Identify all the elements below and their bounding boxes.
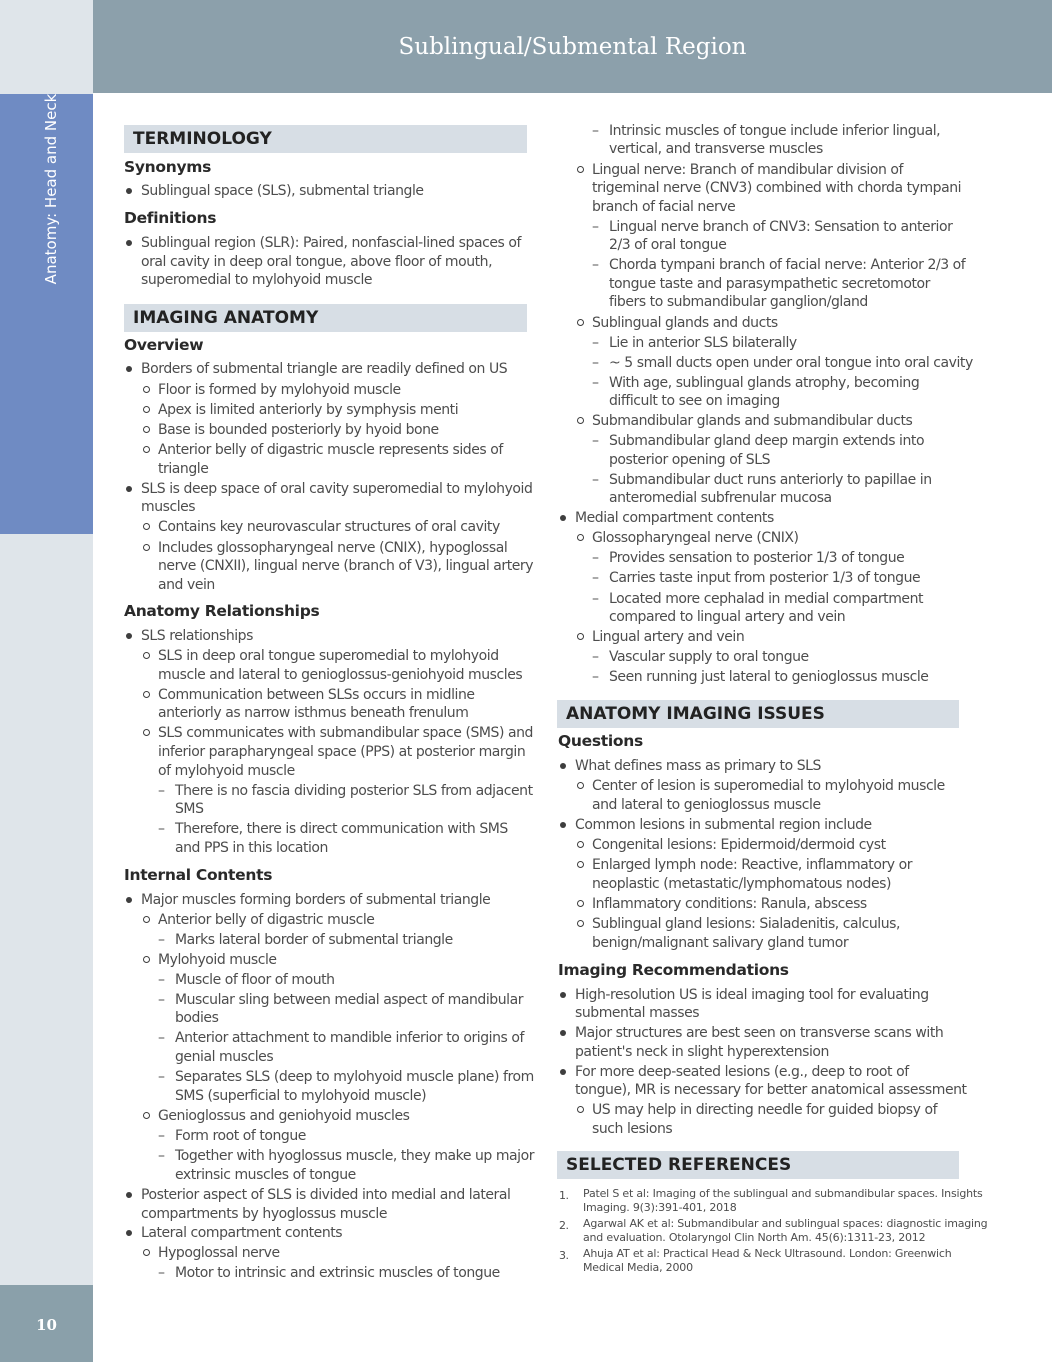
list-item: – Located more cephalad in medial compartment — [609, 590, 923, 609]
list-item-cont: such lesions — [592, 1121, 673, 1137]
subheading-synonyms: Synonyms — [124, 158, 212, 176]
list-item: SLS relationships — [141, 628, 253, 644]
list-item-cont: patient's neck in slight hyperextension — [575, 1044, 829, 1060]
reference-number: 3. — [559, 1249, 569, 1262]
list-item: – There is no fascia dividing posterior SLS from adjacent — [175, 782, 533, 801]
list-item: US may help in directing needle for guided biopsy of — [592, 1102, 938, 1118]
list-item: – Muscular sling between medial aspect of mandibular — [175, 991, 523, 1010]
list-item: Major muscles forming borders of submental triangle — [141, 892, 491, 908]
list-item: Lateral compartment contents — [141, 1225, 343, 1241]
list-item: SLS in deep oral tongue superomedial to mylohyoid — [158, 648, 499, 664]
list-item: Sublingual glands and ducts — [592, 315, 778, 331]
list-item: – Form root of tongue — [175, 1127, 306, 1146]
reference-text: Patel S et al: Imaging of the sublingual and submandibular spaces. Insights — [583, 1187, 983, 1200]
list-item: – ~ 5 small ducts open under oral tongue into oral cavity — [609, 354, 973, 373]
list-item: – With age, sublingual glands atrophy, becoming — [609, 374, 919, 393]
list-item: Submandibular glands and submandibular ducts — [592, 413, 913, 429]
subheading-internal-contents: Internal Contents — [124, 866, 273, 884]
list-item-cont: oral cavity in deep oral tongue, above floor of mouth, — [141, 254, 493, 270]
page-header — [93, 0, 1052, 93]
list-item-cont: difficult to see on imaging — [609, 393, 780, 409]
list-item-cont: of mylohyoid muscle — [158, 763, 295, 779]
list-item: Sublingual space (SLS), submental triangle — [141, 183, 424, 199]
list-item: Congenital lesions: Epidermoid/dermoid cyst — [592, 837, 886, 853]
list-item-cont: branch of facial nerve — [592, 199, 736, 215]
list-item-cont: neoplastic (metastatic/lymphomatous nodes) — [592, 876, 891, 892]
list-item-cont: tongue taste and parasympathetic secretomotor — [609, 276, 930, 292]
list-item-cont: submental masses — [575, 1005, 700, 1021]
list-item-cont: nerve (CNXII), lingual nerve (branch of V3), lingual artery — [158, 558, 534, 574]
list-item: – Seen running just lateral to genioglossus muscle — [609, 668, 928, 687]
list-item: – Marks lateral border of submental triangle — [175, 931, 453, 950]
reference-number: 2. — [559, 1219, 569, 1232]
list-item-cont: and PPS in this location — [175, 840, 328, 856]
list-item-cont: muscle and lateral to genioglossus-geniohyoid muscles — [158, 667, 523, 683]
subheading-definitions: Definitions — [124, 209, 217, 227]
list-item-cont: posterior opening of SLS — [609, 452, 771, 468]
section-heading-selected-references: SELECTED REFERENCES — [557, 1151, 959, 1179]
list-item: High-resolution US is ideal imaging tool for evaluating — [575, 987, 929, 1003]
subheading-anatomy-relationships: Anatomy Relationships — [124, 602, 320, 620]
list-item: – Lie in anterior SLS bilaterally — [609, 334, 797, 353]
section-title: Anatomy: Head and Neck — [42, 93, 60, 285]
list-item: Sublingual region (SLR): Paired, nonfascial-lined spaces of — [141, 235, 521, 251]
list-item-cont: SMS (superficial to mylohyoid muscle) — [175, 1088, 427, 1104]
list-item: – Therefore, there is direct communication with SMS — [175, 820, 508, 839]
list-item: – Submandibular duct runs anteriorly to papillae in — [609, 471, 932, 490]
list-item-cont: anteromedial subfrenular mucosa — [609, 490, 832, 506]
list-item: Anterior belly of digastric muscle represents sides of — [158, 442, 503, 458]
section-heading-imaging-anatomy: IMAGING ANATOMY — [124, 304, 527, 332]
list-item-cont: inferior parapharyngeal space (PPS) at posterior margin — [158, 744, 526, 760]
list-item-cont: fibers to submandibular ganglion/gland — [609, 294, 868, 310]
list-item: – Provides sensation to posterior 1/3 of tongue — [609, 549, 904, 568]
list-item: Includes glossopharyngeal nerve (CNIX), hypoglossal — [158, 540, 508, 556]
list-item: For more deep-seated lesions (e.g., deep to root of — [575, 1064, 909, 1080]
list-item: – Vascular supply to oral tongue — [609, 648, 809, 667]
list-item: – Chorda tympani branch of facial nerve: Anterior 2/3 of — [609, 256, 965, 275]
list-item: Base is bounded posteriorly by hyoid bone — [158, 422, 439, 438]
page-number: 10 — [36, 1316, 57, 1334]
reference-text: and evaluation. Otolaryngol Clin North Am. 45(6):1311-23, 2012 — [583, 1231, 926, 1244]
subheading-imaging-recommendations: Imaging Recommendations — [558, 961, 789, 979]
list-item-cont: superomedial to mylohyoid muscle — [141, 272, 373, 288]
list-item: Enlarged lymph node: Reactive, inflammatory or — [592, 857, 913, 873]
section-heading-terminology: TERMINOLOGY — [124, 125, 527, 153]
list-item: Inflammatory conditions: Ranula, abscess — [592, 896, 867, 912]
list-item: Contains key neurovascular structures of oral cavity — [158, 519, 500, 535]
list-item-cont: and vein — [158, 577, 215, 593]
list-item-cont: compartments by hyoglossus muscle — [141, 1206, 388, 1222]
list-item: – Carries taste input from posterior 1/3 of tongue — [609, 569, 920, 588]
list-item: Medial compartment contents — [575, 510, 774, 526]
list-item: Mylohyoid muscle — [158, 952, 277, 968]
page-title: Sublingual/Submental Region — [398, 34, 747, 60]
list-item-cont: triangle — [158, 461, 209, 477]
reference-text: Agarwal AK et al: Submandibular and sublingual spaces: diagnostic imaging — [583, 1217, 988, 1230]
list-item: – Lingual nerve branch of CNV3: Sensation to anterior — [609, 218, 952, 237]
list-item-cont: genial muscles — [175, 1049, 274, 1065]
list-item: – Anterior attachment to mandible inferior to origins of — [175, 1029, 524, 1048]
list-item-cont: vertical, and transverse muscles — [609, 141, 823, 157]
reference-text: Medical Media, 2000 — [583, 1261, 693, 1274]
list-item-cont: SMS — [175, 801, 204, 817]
list-item: Common lesions in submental region include — [575, 817, 872, 833]
list-item-cont: and lateral to genioglossus muscle — [592, 797, 821, 813]
list-item-cont: tongue), MR is necessary for better anatomical assessment — [575, 1082, 967, 1098]
list-item: – Motor to intrinsic and extrinsic muscles of tongue — [175, 1264, 500, 1283]
subheading-overview: Overview — [124, 336, 204, 354]
list-item: – Separates SLS (deep to mylohyoid muscle plane) from — [175, 1068, 534, 1087]
list-item: Posterior aspect of SLS is divided into medial and lateral — [141, 1187, 511, 1203]
list-item: Major structures are best seen on transverse scans with — [575, 1025, 944, 1041]
list-item: – Together with hyoglossus muscle, they make up major — [175, 1147, 534, 1166]
list-item-cont: benign/malignant salivary gland tumor — [592, 935, 849, 951]
list-item: Glossopharyngeal nerve (CNIX) — [592, 530, 799, 546]
list-item: – Muscle of floor of mouth — [175, 971, 335, 990]
reference-number: 1. — [559, 1189, 569, 1202]
list-item: SLS communicates with submandibular space (SMS) and — [158, 725, 533, 741]
list-item-cont: 2/3 of oral tongue — [609, 237, 727, 253]
list-item-cont: compared to lingual artery and vein — [609, 609, 846, 625]
list-item: Genioglossus and geniohyoid muscles — [158, 1108, 410, 1124]
reference-text: Ahuja AT et al: Practical Head & Neck Ultrasound. London: Greenwich — [583, 1247, 952, 1260]
list-item-cont: trigeminal nerve (CNV3) combined with chorda tympani — [592, 180, 962, 196]
list-item: Center of lesion is superomedial to mylohyoid muscle — [592, 778, 945, 794]
list-item-cont: extrinsic muscles of tongue — [175, 1167, 356, 1183]
list-item: Hypoglossal nerve — [158, 1245, 280, 1261]
subheading-questions: Questions — [558, 732, 643, 750]
section-heading-anatomy-imaging-issues: ANATOMY IMAGING ISSUES — [557, 700, 959, 728]
list-item: – Intrinsic muscles of tongue include inferior lingual, — [609, 122, 940, 141]
list-item-cont: anteriorly as narrow isthmus beneath frenulum — [158, 705, 469, 721]
reference-text: Imaging. 9(3):391-401, 2018 — [583, 1201, 737, 1214]
list-item: Anterior belly of digastric muscle — [158, 912, 375, 928]
list-item: Floor is formed by mylohyoid muscle — [158, 382, 401, 398]
list-item: What defines mass as primary to SLS — [575, 758, 821, 774]
list-item-cont: bodies — [175, 1010, 219, 1026]
list-item: Sublingual gland lesions: Sialadenitis, calculus, — [592, 916, 900, 932]
list-item-cont: muscles — [141, 499, 196, 515]
list-item: Lingual artery and vein — [592, 629, 745, 645]
list-item: SLS is deep space of oral cavity superomedial to mylohyoid — [141, 481, 533, 497]
list-item: – Submandibular gland deep margin extends into — [609, 432, 924, 451]
list-item: Borders of submental triangle are readily defined on US — [141, 361, 508, 377]
list-item: Apex is limited anteriorly by symphysis menti — [158, 402, 459, 418]
list-item: Communication between SLSs occurs in midline — [158, 687, 475, 703]
list-item: Lingual nerve: Branch of mandibular division of — [592, 162, 903, 178]
